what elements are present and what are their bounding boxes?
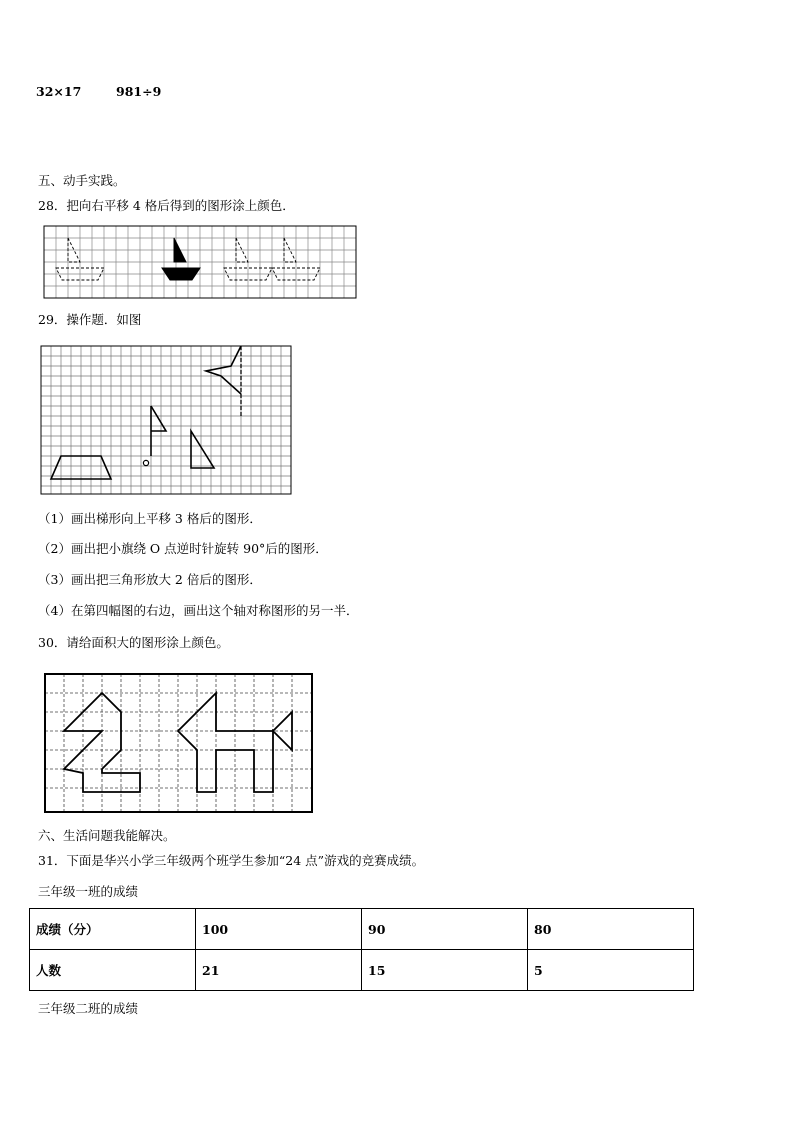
class-2-title: 三年级二班的成绩 [38,1001,139,1016]
question-31: 31．下面是华兴小学三年级两个班学生参加“24 点”游戏的竞赛成绩。 [38,853,425,868]
q29-operation-grid [38,343,294,497]
section-6-heading: 六、生活问题我能解决。 [38,828,176,843]
grid-lines [44,226,356,298]
q29-item-2: （2）画出把小旗绕 O 点逆时针旋转 90°后的图形． [38,541,328,556]
point-o [143,460,148,465]
table-cell: 90 [362,909,528,950]
triangle [191,431,214,468]
calc-expression-1: 32×17 [36,84,82,99]
grid-lines [41,346,291,494]
class-1-title: 三年级一班的成绩 [38,884,139,899]
q30-area-grid [42,671,316,816]
question-29-title: 29．操作题．如图 [38,312,142,327]
question-28: 28．把向右平移 4 格后得到的图形涂上颜色． [38,198,295,213]
table-cell: 21 [196,950,362,991]
section-5-heading: 五、动手实践。 [38,173,126,188]
table-cell: 5 [528,950,694,991]
shaded-boat [162,238,200,280]
table-cell: 15 [362,950,528,991]
q28-boat-grid [40,222,364,302]
table-row [30,950,694,991]
q29-item-1: （1）画出梯形向上平移 3 格后的图形． [38,511,262,526]
small-flag [151,406,166,456]
shape-left [64,693,140,792]
q29-item-4: （4）在第四幅图的右边，画出这个轴对称图形的另一半． [38,603,359,618]
shape-right [178,693,292,792]
table-cell: 80 [528,909,694,950]
question-30: 30．请给面积大的图形涂上颜色。 [38,635,229,650]
score-table [29,908,694,991]
table-cell: 100 [196,909,362,950]
q29-item-3: （3）画出把三角形放大 2 倍后的图形． [38,572,262,587]
table-cell: 成绩（分） [30,909,196,950]
table-cell: 人数 [30,950,196,991]
calc-expression-2: 981÷9 [116,84,162,99]
table-row [30,909,694,950]
